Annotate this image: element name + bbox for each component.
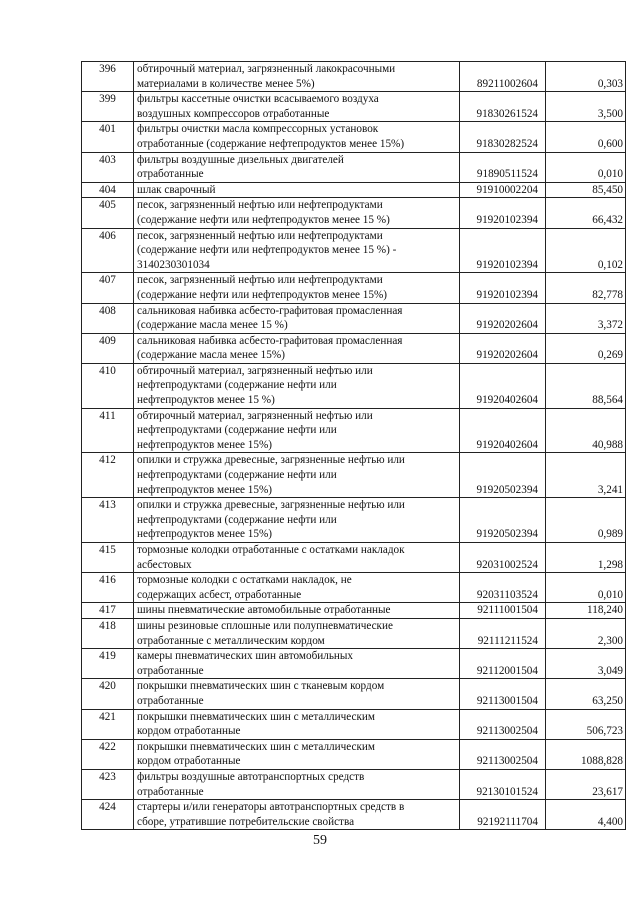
waste-name: шины резиновые сплошные или полупневматические отработанные с металлическим кордом: [134, 618, 460, 648]
row-number: 420: [82, 679, 134, 709]
waste-quantity: 3,241: [546, 453, 626, 498]
waste-name: сальниковая набивка асбесто-графитовая промасленная (содержание масла менее 15 %): [134, 303, 460, 333]
waste-code: 91920102394: [460, 228, 546, 273]
table-row: [82, 679, 626, 709]
table-row: [82, 182, 626, 198]
table-row: [82, 618, 626, 648]
waste-quantity: 23,617: [546, 769, 626, 799]
waste-name: песок, загрязненный нефтью или нефтепродуктами (содержание нефти или нефтепродуктов менее 15%): [134, 273, 460, 303]
table-row: [82, 649, 626, 679]
table-row: [82, 739, 626, 769]
table-row: [82, 543, 626, 573]
page-number: 59: [313, 833, 327, 848]
row-number: 406: [82, 228, 134, 273]
waste-name: шлак сварочный: [134, 182, 460, 198]
waste-code: 92113001504: [460, 679, 546, 709]
waste-quantity: 118,240: [546, 603, 626, 619]
table-row: [82, 152, 626, 182]
waste-quantity: 3,049: [546, 649, 626, 679]
row-number: 403: [82, 152, 134, 182]
waste-code: 92111001504: [460, 603, 546, 619]
table-row: [82, 273, 626, 303]
table-row: [82, 333, 626, 363]
waste-quantity: 2,300: [546, 618, 626, 648]
table-row: [82, 363, 626, 408]
waste-code: 91920402604: [460, 408, 546, 453]
row-number: 407: [82, 273, 134, 303]
waste-name: тормозные колодки отработанные с остатками накладок асбестовых: [134, 543, 460, 573]
waste-quantity: 0,303: [546, 62, 626, 92]
waste-code: 91890511524: [460, 152, 546, 182]
waste-name: покрышки пневматических шин с металлическим кордом отработанные: [134, 739, 460, 769]
waste-quantity: 1,298: [546, 543, 626, 573]
waste-quantity: 40,988: [546, 408, 626, 453]
waste-quantity: 506,723: [546, 709, 626, 739]
table-row: [82, 573, 626, 603]
row-number: 423: [82, 769, 134, 799]
waste-quantity: 63,250: [546, 679, 626, 709]
table-row: [82, 603, 626, 619]
waste-code: 92113002504: [460, 739, 546, 769]
row-number: 405: [82, 198, 134, 228]
waste-table-body: [82, 62, 626, 830]
table-row: [82, 800, 626, 830]
waste-code: 91830282524: [460, 122, 546, 152]
waste-name: сальниковая набивка асбесто-графитовая промасленная (содержание масла менее 15%): [134, 333, 460, 363]
waste-quantity: 0,600: [546, 122, 626, 152]
waste-quantity: 0,102: [546, 228, 626, 273]
waste-code: 91920502394: [460, 453, 546, 498]
waste-quantity: 1088,828: [546, 739, 626, 769]
waste-quantity: 3,372: [546, 303, 626, 333]
row-number: 401: [82, 122, 134, 152]
table-row: [82, 62, 626, 92]
row-number: 399: [82, 92, 134, 122]
waste-name: покрышки пневматических шин с тканевым кордом отработанные: [134, 679, 460, 709]
row-number: 422: [82, 739, 134, 769]
waste-name: песок, загрязненный нефтью или нефтепродуктами (содержание нефти или нефтепродуктов менее 15 %): [134, 198, 460, 228]
waste-code: 91920102394: [460, 198, 546, 228]
table-row: [82, 453, 626, 498]
row-number: 412: [82, 453, 134, 498]
table-row: [82, 408, 626, 453]
row-number: 424: [82, 800, 134, 830]
row-number: 404: [82, 182, 134, 198]
waste-code: 92192111704: [460, 800, 546, 830]
waste-name: опилки и стружка древесные, загрязненные нефтью или нефтепродуктами (содержание нефти или нефтепродуктов менее 15%): [134, 498, 460, 543]
waste-code: 91830261524: [460, 92, 546, 122]
waste-table: [81, 61, 626, 830]
waste-name: фильтры воздушные дизельных двигателей отработанные: [134, 152, 460, 182]
waste-quantity: 82,778: [546, 273, 626, 303]
waste-code: 91920402604: [460, 363, 546, 408]
row-number: 415: [82, 543, 134, 573]
waste-quantity: 4,400: [546, 800, 626, 830]
waste-code: 91920202604: [460, 303, 546, 333]
waste-quantity: 0,010: [546, 152, 626, 182]
row-number: 410: [82, 363, 134, 408]
row-number: 408: [82, 303, 134, 333]
waste-quantity: 66,432: [546, 198, 626, 228]
waste-name: опилки и стружка древесные, загрязненные нефтью или нефтепродуктами (содержание нефти или нефтепродуктов менее 15%): [134, 453, 460, 498]
waste-name: обтирочный материал, загрязненный нефтью или нефтепродуктами (содержание нефти или нефтепродуктов менее 15%): [134, 408, 460, 453]
row-number: 411: [82, 408, 134, 453]
waste-code: 91920102394: [460, 273, 546, 303]
waste-name: камеры пневматических шин автомобильных отработанные: [134, 649, 460, 679]
table-row: [82, 198, 626, 228]
table-row: [82, 122, 626, 152]
waste-name: обтирочный материал, загрязненный нефтью или нефтепродуктами (содержание нефти или нефтепродуктов менее 15 %): [134, 363, 460, 408]
waste-name: шины пневматические автомобильные отработанные: [134, 603, 460, 619]
waste-code: 92113002504: [460, 709, 546, 739]
waste-name: фильтры очистки масла компрессорных установок отработанные (содержание нефтепродуктов менее 15%): [134, 122, 460, 152]
waste-code: 92031103524: [460, 573, 546, 603]
waste-quantity: 85,450: [546, 182, 626, 198]
waste-name: тормозные колодки с остатками накладок, не содержащих асбест, отработанные: [134, 573, 460, 603]
table-row: [82, 228, 626, 273]
table-row: [82, 769, 626, 799]
table-row: [82, 92, 626, 122]
waste-code: 89211002604: [460, 62, 546, 92]
waste-code: 91920502394: [460, 498, 546, 543]
waste-name: стартеры и/или генераторы автотранспортных средств в сборе, утратившие потребительские свойства: [134, 800, 460, 830]
row-number: 418: [82, 618, 134, 648]
row-number: 409: [82, 333, 134, 363]
waste-code: 91920202604: [460, 333, 546, 363]
waste-quantity: 0,010: [546, 573, 626, 603]
row-number: 421: [82, 709, 134, 739]
row-number: 417: [82, 603, 134, 619]
waste-quantity: 0,269: [546, 333, 626, 363]
row-number: 396: [82, 62, 134, 92]
waste-code: 92130101524: [460, 769, 546, 799]
row-number: 413: [82, 498, 134, 543]
waste-name: покрышки пневматических шин с металлическим кордом отработанные: [134, 709, 460, 739]
row-number: 416: [82, 573, 134, 603]
waste-quantity: 0,989: [546, 498, 626, 543]
waste-code: 91910002204: [460, 182, 546, 198]
waste-quantity: 88,564: [546, 363, 626, 408]
table-row: [82, 303, 626, 333]
waste-name: обтирочный материал, загрязненный лакокрасочными материалами в количестве менее 5%): [134, 62, 460, 92]
waste-name: фильтры воздушные автотранспортных средств отработанные: [134, 769, 460, 799]
table-row: [82, 709, 626, 739]
waste-code: 92112001504: [460, 649, 546, 679]
waste-code: 92031002524: [460, 543, 546, 573]
waste-quantity: 3,500: [546, 92, 626, 122]
waste-name: песок, загрязненный нефтью или нефтепродуктами (содержание нефти или нефтепродуктов менее 15 %) - 3140230301034: [134, 228, 460, 273]
waste-code: 92111211524: [460, 618, 546, 648]
waste-name: фильтры кассетные очистки всасываемого воздуха воздушных компрессоров отработанные: [134, 92, 460, 122]
table-row: [82, 498, 626, 543]
row-number: 419: [82, 649, 134, 679]
